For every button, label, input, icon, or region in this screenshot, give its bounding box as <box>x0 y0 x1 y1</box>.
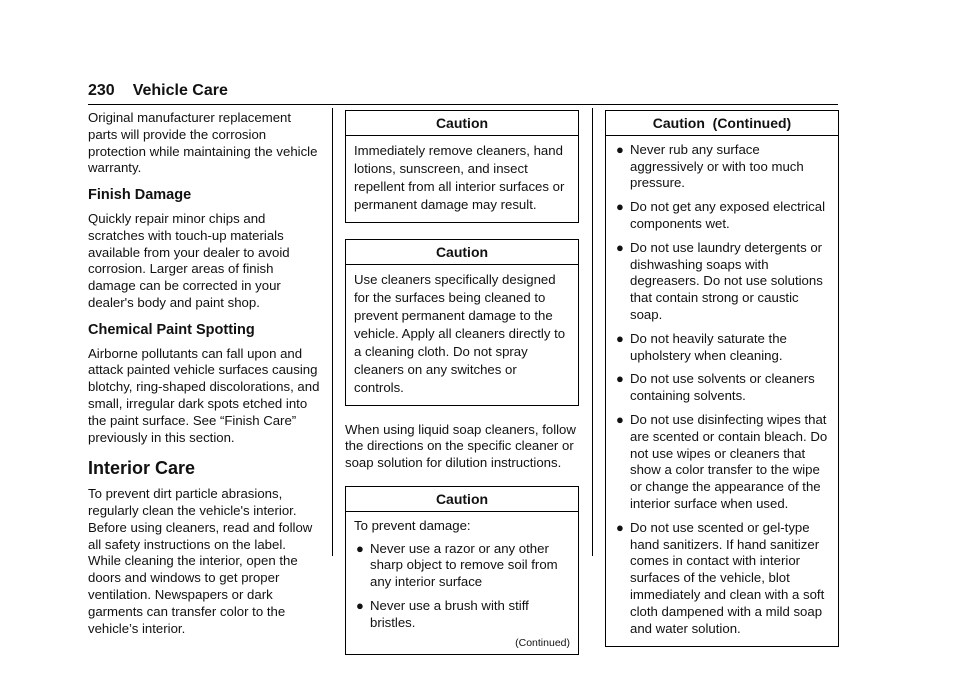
list-item <box>614 199 830 233</box>
list-item-text: Do not use scented or gel-type hand sanitizers. If hand sanitizer comes in contact with interior surfaces of the vehicle, blot immediately and clean with a soft cloth dampened with a mild soap and water solution. <box>630 519 825 636</box>
list-item <box>614 371 830 405</box>
caution-title: Caution <box>346 487 578 512</box>
caution-list <box>614 142 830 638</box>
list-item <box>614 331 830 365</box>
caution-intro: To prevent damage: <box>354 517 471 533</box>
interior-care-heading: Interior Care <box>88 458 196 479</box>
list-item-text: Do not heavily saturate the upholstery when cleaning. <box>630 330 787 363</box>
finish-damage-heading: Finish Damage <box>88 187 192 204</box>
caution-box-1 <box>345 110 579 223</box>
caution-list <box>354 541 570 632</box>
bullet-icon: ● <box>616 199 624 215</box>
list-item <box>614 412 830 513</box>
caution-title: Caution <box>346 111 578 136</box>
column-1 <box>88 110 320 637</box>
caution-text: Use cleaners specifically designed for the surfaces being cleaned to prevent permanent damage to the vehicle. Apply all cleaners directly to a cleaning cloth. Do not spray cleaners on any switches or controls. <box>354 271 566 395</box>
list-item-text: Never use a razor or any other sharp object to remove soil from any interior surface <box>370 540 558 590</box>
bullet-icon: ● <box>356 597 364 613</box>
caution-title: Caution <box>346 240 578 265</box>
list-item <box>614 142 830 192</box>
column-2 <box>345 110 579 671</box>
column-divider-2 <box>592 108 593 556</box>
list-item-text: Never rub any surface aggressively or with too much pressure. <box>630 141 804 191</box>
bullet-icon: ● <box>616 141 624 157</box>
column-divider-1 <box>332 108 333 556</box>
bullet-icon: ● <box>616 330 624 346</box>
list-item <box>354 541 570 591</box>
bullet-icon: ● <box>616 371 624 387</box>
section-title: Vehicle Care <box>132 82 228 99</box>
column-3 <box>605 110 839 663</box>
chemical-paint-heading: Chemical Paint Spotting <box>88 321 255 338</box>
interior-care-text: To prevent dirt particle abrasions, regularly clean the vehicle's interior. Before using cleaners, read and follow all safety instructions on the label. While cleaning the interior, open the doors and windows to get proper ventilation. Newspapers or dark garments can transfer color to the vehicle’s interior. <box>88 486 313 636</box>
chemical-paint-text: Airborne pollutants can fall upon and attack painted vehicle surfaces causing blotchy, ring-shaped discolorations, and small, irregular dark spots etched into the paint surface. See “Finish Care” previously in this section. <box>88 345 320 445</box>
list-item <box>354 598 570 632</box>
liquid-soap-paragraph: When using liquid soap cleaners, follow the directions on the specific cleaner or soap solution for dilution instructions. <box>345 421 576 471</box>
finish-damage-text: Quickly repair minor chips and scratches with touch-up materials available from your dealer to avoid corrosion. Larger areas of finish damage can be corrected in your dealer's body and paint shop. <box>88 210 290 310</box>
page-header <box>88 82 838 105</box>
caution-title: Caution (Continued) <box>606 111 838 136</box>
caution-text: Immediately remove cleaners, hand lotions, sunscreen, and insect repellent from all interior surfaces or permanent damage may result. <box>354 142 565 212</box>
list-item-text: Never use a brush with stiff bristles. <box>370 597 529 630</box>
list-item <box>614 520 830 638</box>
bullet-icon: ● <box>616 519 624 535</box>
list-item-text: Do not get any exposed electrical components wet. <box>630 199 825 231</box>
intro-paragraph: Original manufacturer replacement parts will provide the corrosion protection while maintaining the vehicle warranty. <box>88 110 318 176</box>
continued-label: (Continued) <box>515 636 570 649</box>
bullet-icon: ● <box>616 411 624 427</box>
bullet-icon: ● <box>616 239 624 255</box>
list-item <box>614 240 830 324</box>
page-number: 230 <box>88 82 115 99</box>
bullet-icon: ● <box>356 540 364 556</box>
caution-box-3 <box>345 486 579 655</box>
list-item-text: Do not use laundry detergents or dishwashing soaps with degreasers. Do not use solutions that contain strong or caustic soap. <box>630 239 823 322</box>
list-item-text: Do not use solvents or cleaners containing solvents. <box>630 371 815 404</box>
caution-box-2 <box>345 239 579 406</box>
list-item-text: Do not use disinfecting wipes that are scented or contain bleach. Do not use wipes or cleaners that show a color transfer to the wipe or change the appearance of the interior surface when used. <box>630 411 828 511</box>
caution-box-continued <box>605 110 839 647</box>
